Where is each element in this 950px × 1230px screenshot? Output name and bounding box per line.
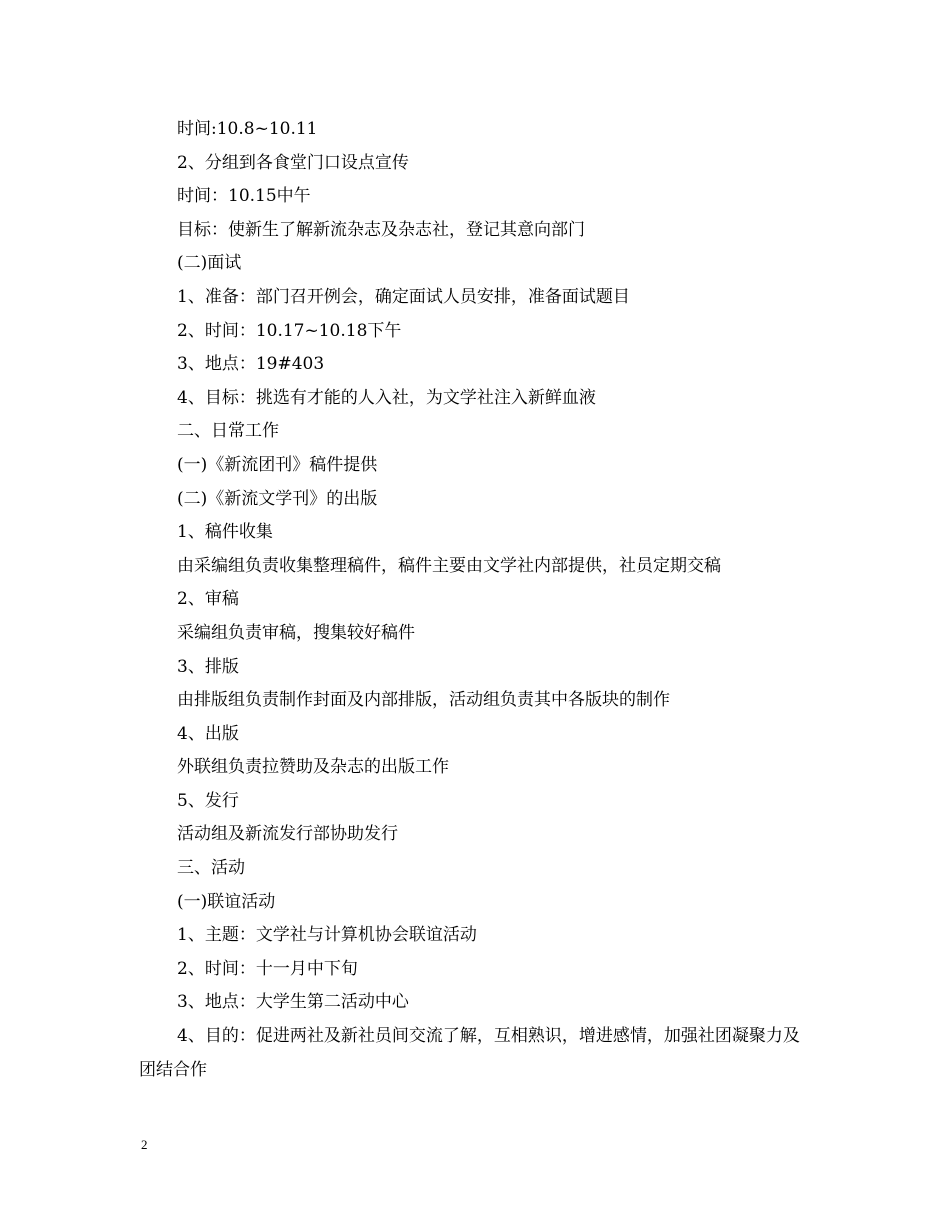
text-line: 2、时间：十一月中下旬 [177, 958, 358, 979]
text-line: 3、地点：大学生第二活动中心 [177, 992, 409, 1013]
text-line: 由排版组负责制作封面及内部排版，活动组负责其中各版块的制作 [177, 690, 670, 711]
text-line: 4、出版 [177, 723, 239, 744]
text-line: 时间：10.15中午 [177, 186, 311, 207]
text-line: 1、准备：部门召开例会，确定面试人员安排，准备面试题目 [177, 286, 630, 307]
section-heading: (二)面试 [177, 253, 242, 274]
text-line: 1、稿件收集 [177, 522, 273, 543]
text-line: 由采编组负责收集整理稿件，稿件主要由文学社内部提供，社员定期交稿 [177, 555, 721, 576]
document-body [139, 113, 819, 1087]
text-line: 活动组及新流发行部协助发行 [177, 824, 398, 845]
text-line: 时间:10.8~10.11 [177, 119, 318, 139]
section-heading: 二、日常工作 [177, 421, 279, 442]
section-heading: 三、活动 [177, 858, 245, 879]
text-line: 3、地点：19#403 [177, 354, 325, 375]
text-line: 3、排版 [177, 656, 239, 677]
text-line: 5、发行 [177, 790, 239, 811]
text-line: 2、审稿 [177, 589, 239, 610]
text-line: 目标：使新生了解新流杂志及杂志社，登记其意向部门 [177, 219, 585, 240]
text-line: 采编组负责审稿，搜集较好稿件 [177, 622, 415, 643]
text-line: 2、时间：10.17~10.18下午 [177, 320, 402, 341]
text-line: 外联组负责拉赞助及杂志的出版工作 [177, 757, 449, 778]
section-heading: (一)《新流团刊》稿件提供 [177, 454, 378, 475]
text-line: 4、目标：挑选有才能的人入社，为文学社注入新鲜血液 [177, 387, 596, 408]
text-line: 2、分组到各食堂门口设点宣传 [177, 152, 409, 173]
text-line: 1、主题：文学社与计算机协会联谊活动 [177, 925, 477, 946]
section-heading: (一)联谊活动 [177, 891, 276, 912]
wrapped-paragraph: 4、目的：促进两社及新社员间交流了解，互相熟识，增进感情，加强社团凝聚力及团结合作 [139, 1026, 800, 1080]
section-heading: (二)《新流文学刊》的出版 [177, 488, 378, 509]
page-number: 2 [141, 1137, 148, 1152]
